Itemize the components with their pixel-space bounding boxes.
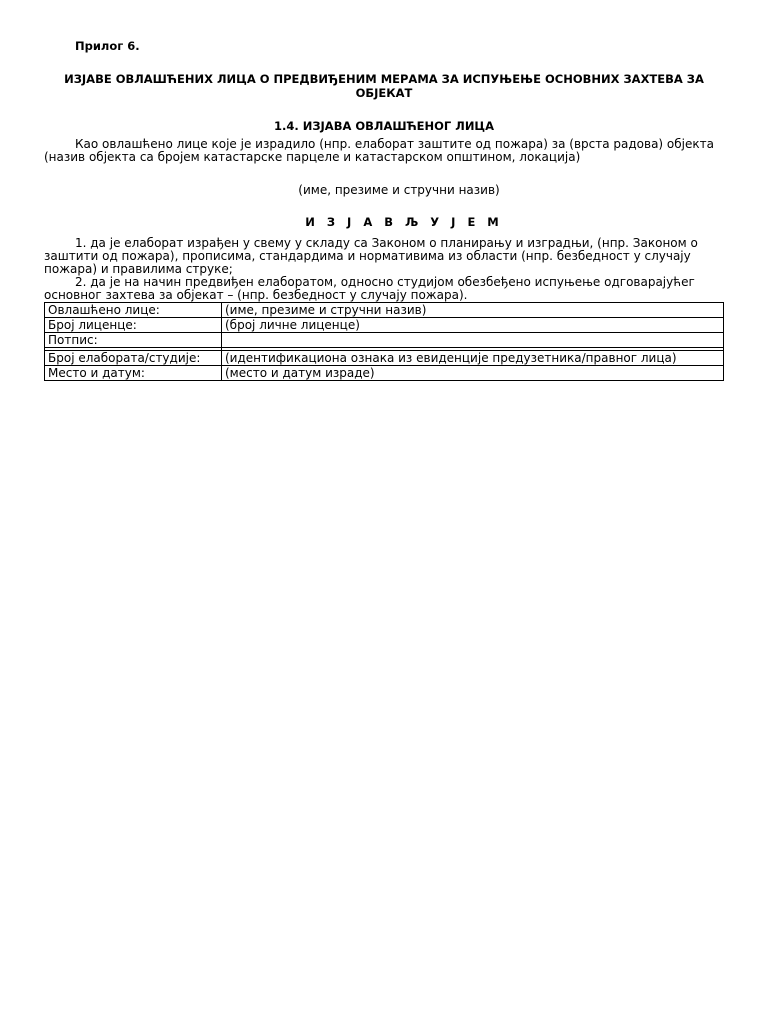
- table-row: [45, 366, 724, 381]
- row-label: Број лиценце:: [45, 318, 222, 333]
- row-value: [222, 333, 724, 348]
- row-label: Овлашћено лице:: [45, 303, 222, 318]
- row-label: Број елабората/студије:: [45, 351, 222, 366]
- row-value: (име, презиме и стручни назив): [222, 303, 724, 318]
- row-value: (број личне лиценце): [222, 318, 724, 333]
- table-row: [45, 303, 724, 318]
- main-title: ИЗЈАВЕ ОВЛАШЋЕНИХ ЛИЦА О ПРЕДВИЂЕНИМ МЕРАМА ЗА ИСПУЊЕЊЕ ОСНОВНИХ ЗАХТЕВА ЗА ОБЈЕКАТ: [64, 72, 704, 100]
- signature-table: [44, 302, 724, 381]
- row-value: (место и датум израде): [222, 366, 724, 381]
- intro-paragraph: Као овлашћено лице које је израдило (нпр. елаборат заштите од пожара) за (врста радова) објекта (назив објекта са бројем катастарске парцеле и катастарском општином, локација): [44, 137, 714, 164]
- table-row: [45, 351, 724, 366]
- row-label: Место и датум:: [45, 366, 222, 381]
- name-placeholder-line: (име, презиме и стручни назив): [298, 183, 500, 197]
- declaration-item-2: 2. да је на начин предвиђен елаборатом, односно студијом обезбеђено испуњење одговарајућег основног захтева за објекат – (нпр. безбедност у случају пожара).: [44, 275, 695, 302]
- row-value: (идентификациона ознака из евиденције предузетника/правног лица): [222, 351, 724, 366]
- row-label: Потпис:: [45, 333, 222, 348]
- declare-heading: И З Ј А В Љ У Ј Е М: [305, 215, 503, 229]
- table-row: [45, 333, 724, 348]
- section-title: 1.4. ИЗЈАВА ОВЛАШЋЕНОГ ЛИЦА: [273, 119, 495, 133]
- annex-label: Прилог 6.: [75, 39, 140, 53]
- table-row: [45, 318, 724, 333]
- declaration-item-1: 1. да је елаборат израђен у свему у складу са Законом о планирању и изградњи, (нпр. Законом о заштити од пожара), прописима, стандардима и нормативима из области (нпр. безбедност у случају пожара) и правилима струке;: [44, 236, 698, 276]
